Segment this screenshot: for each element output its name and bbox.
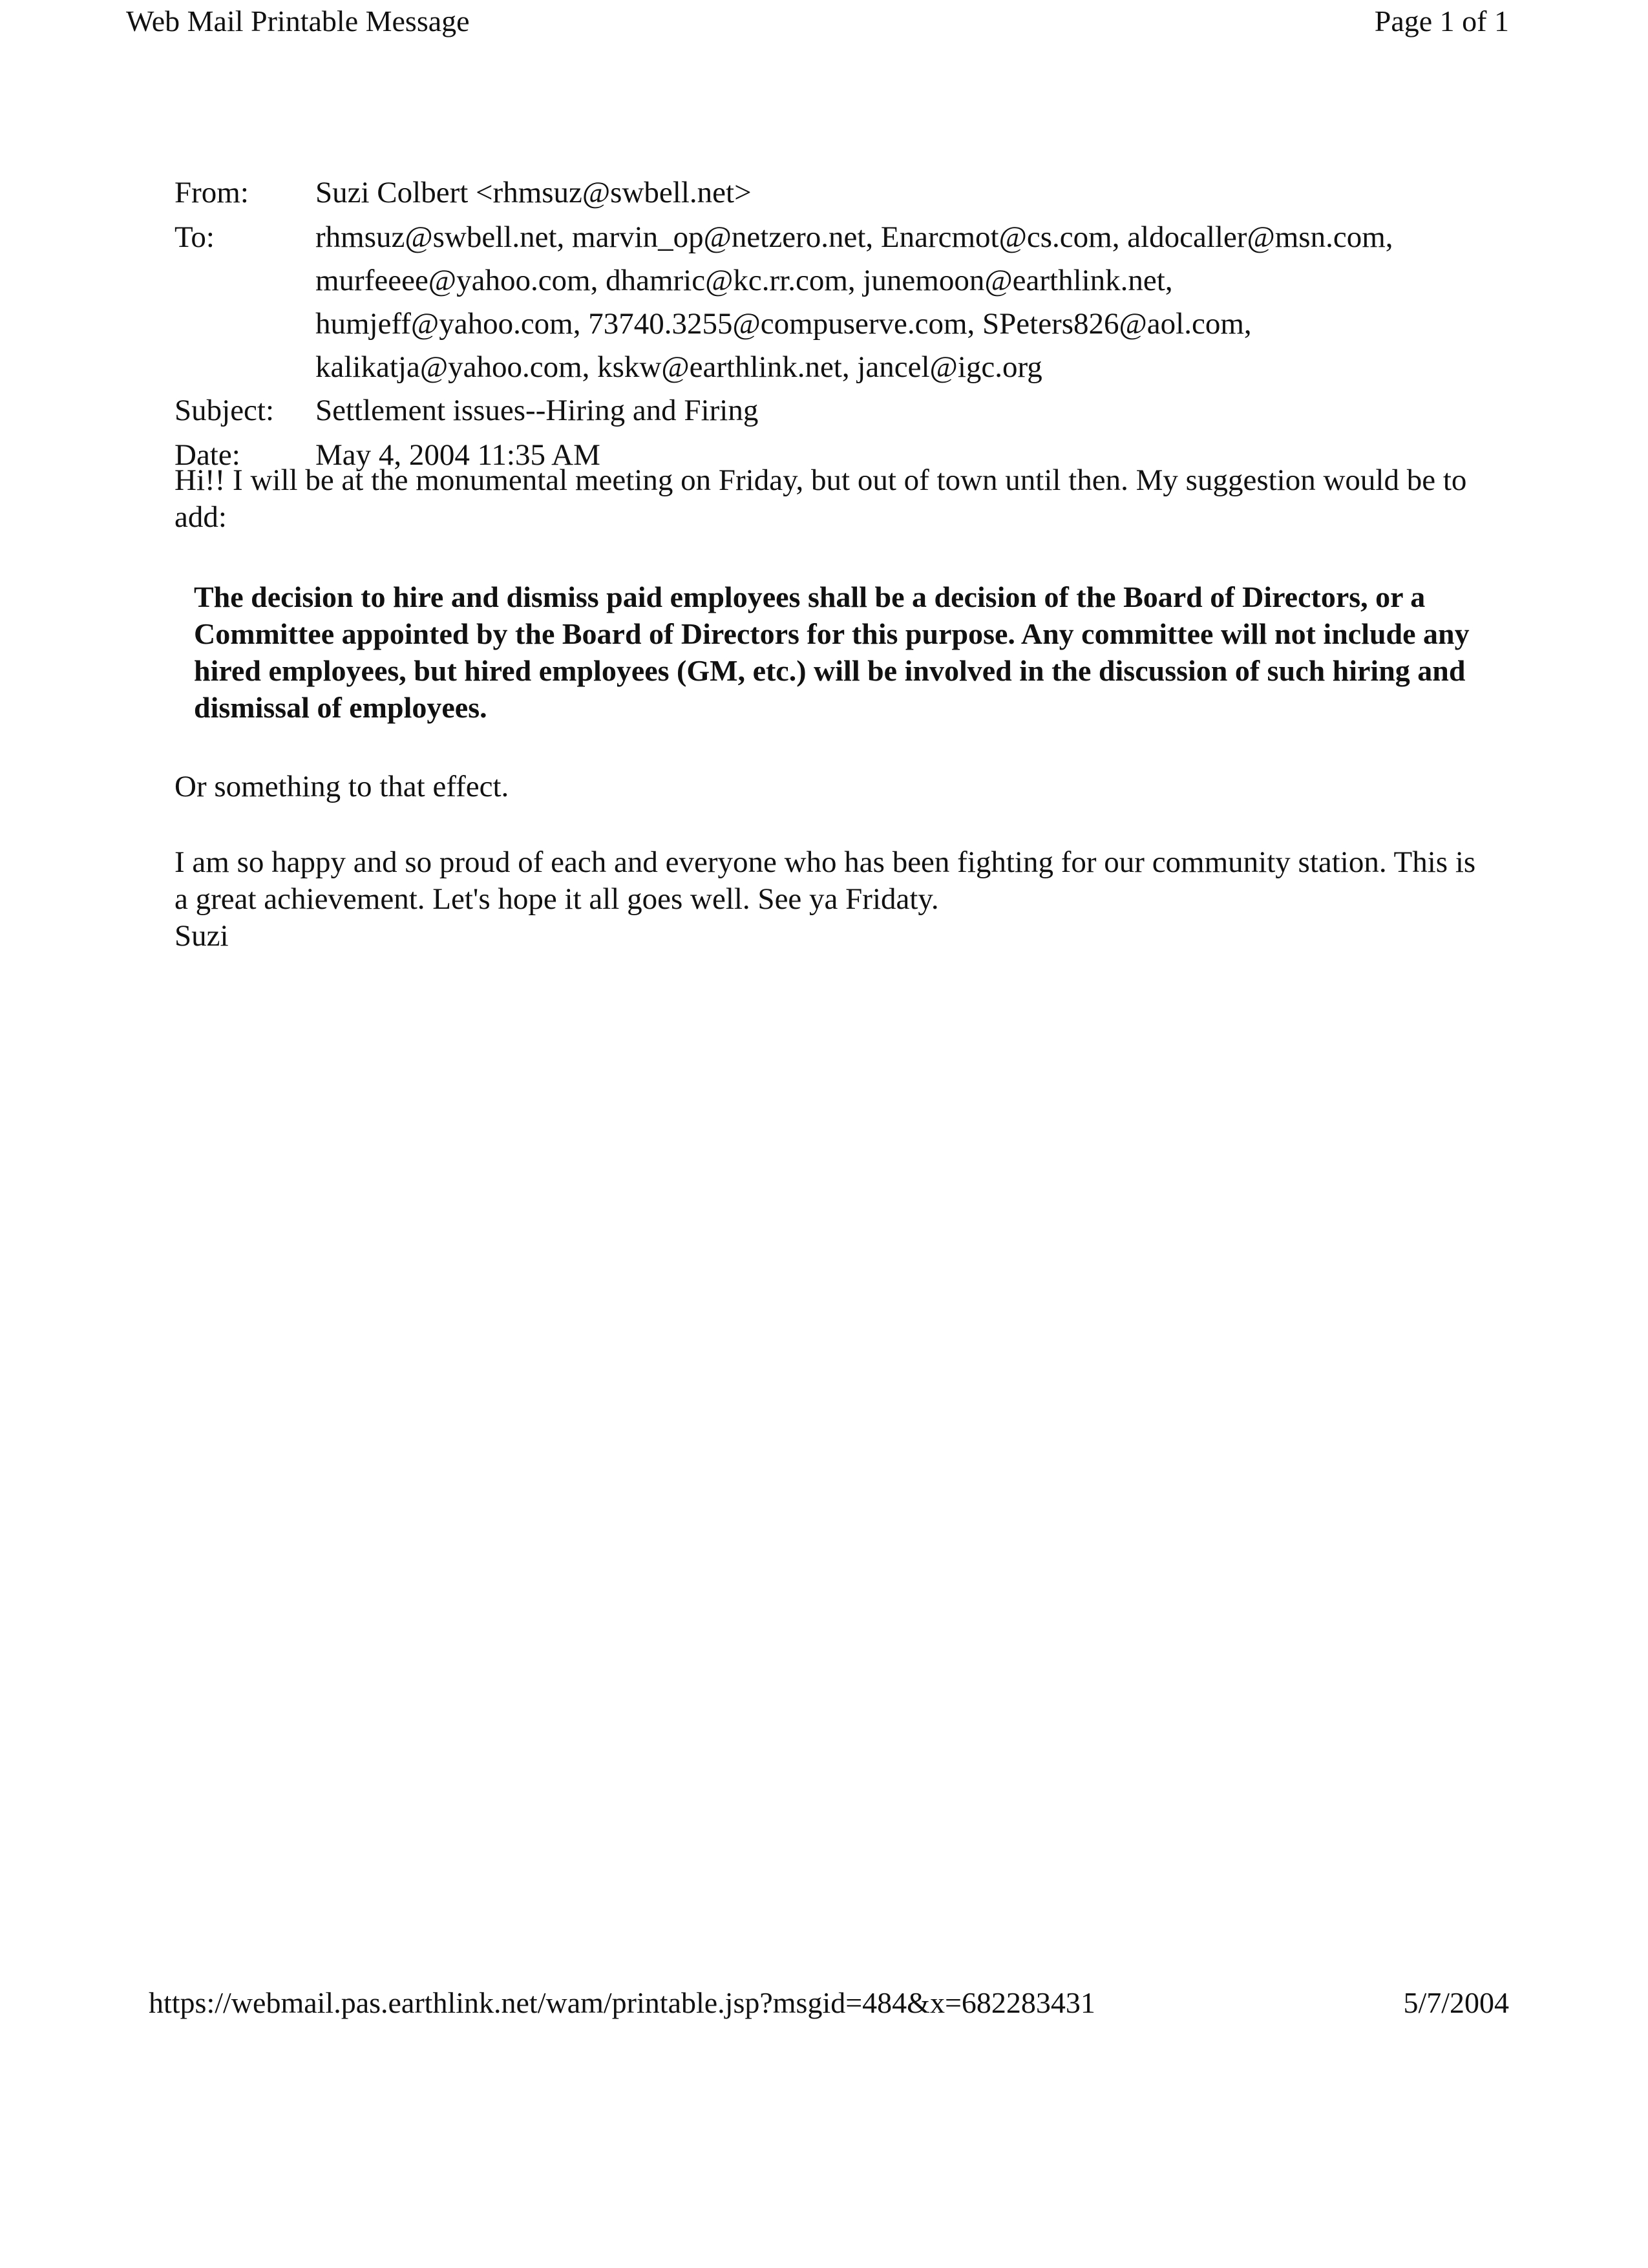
- intro-paragraph: Hi!! I will be at the monumental meeting on Friday, but out of town until then. My suggestion would be to add:: [174, 463, 1467, 534]
- date-value: May 4, 2004 11:35 AM: [315, 438, 600, 472]
- signature: Suzi: [174, 919, 229, 953]
- subject-value: Settlement issues--Hiring and Firing: [315, 394, 759, 427]
- proposal-paragraph: The decision to hire and dismiss paid employees shall be a decision of the Board of Directors, or a Committee appointed by the Board of Directors for this purpose. Any committee will not include any hired employees, but hired employees (GM, etc.) will be involved in the discussion of such hiring and dismissal of employees.: [194, 580, 1470, 724]
- from-value: Suzi Colbert <rhmsuz@swbell.net>: [315, 176, 752, 209]
- print-header-title: Web Mail Printable Message: [126, 5, 470, 37]
- subject-label: Subject:: [174, 394, 275, 427]
- footer-date: 5/7/2004: [1403, 1986, 1509, 2019]
- closing-paragraph: I am so happy and so proud of each and everyone who has been fighting for our community station. This is a great achievement. Let's hope it all goes well. See ya Fridaty.: [174, 845, 1476, 916]
- to-label: To:: [174, 220, 215, 254]
- print-header: [126, 0, 1509, 45]
- subject-row: [174, 389, 1480, 432]
- to-value: rhmsuz@swbell.net, marvin_op@netzero.net, Enarcmot@cs.com, aldocaller@msn.com, murfeeee@yahoo.com, dhamric@kc.rr.com, junemoon@earthlink.net, humjeff@yahoo.com, 73740.3255@compuserve.com, SPeters826@aol.com, kalikatja@yahoo.com, kskw@earthlink.net, jancel@igc.org: [315, 220, 1393, 384]
- page-number: Page 1 of 1: [1374, 5, 1509, 37]
- from-row: [174, 171, 1480, 215]
- message-body: [174, 462, 1486, 955]
- from-label: From:: [174, 176, 249, 209]
- email-headers: [174, 171, 1480, 478]
- footer-url: https://webmail.pas.earthlink.net/wam/printable.jsp?msgid=484&x=682283431: [149, 1986, 1095, 2019]
- to-row: [174, 216, 1480, 389]
- date-label: Date:: [174, 438, 240, 472]
- aside-paragraph: Or something to that effect.: [174, 770, 509, 803]
